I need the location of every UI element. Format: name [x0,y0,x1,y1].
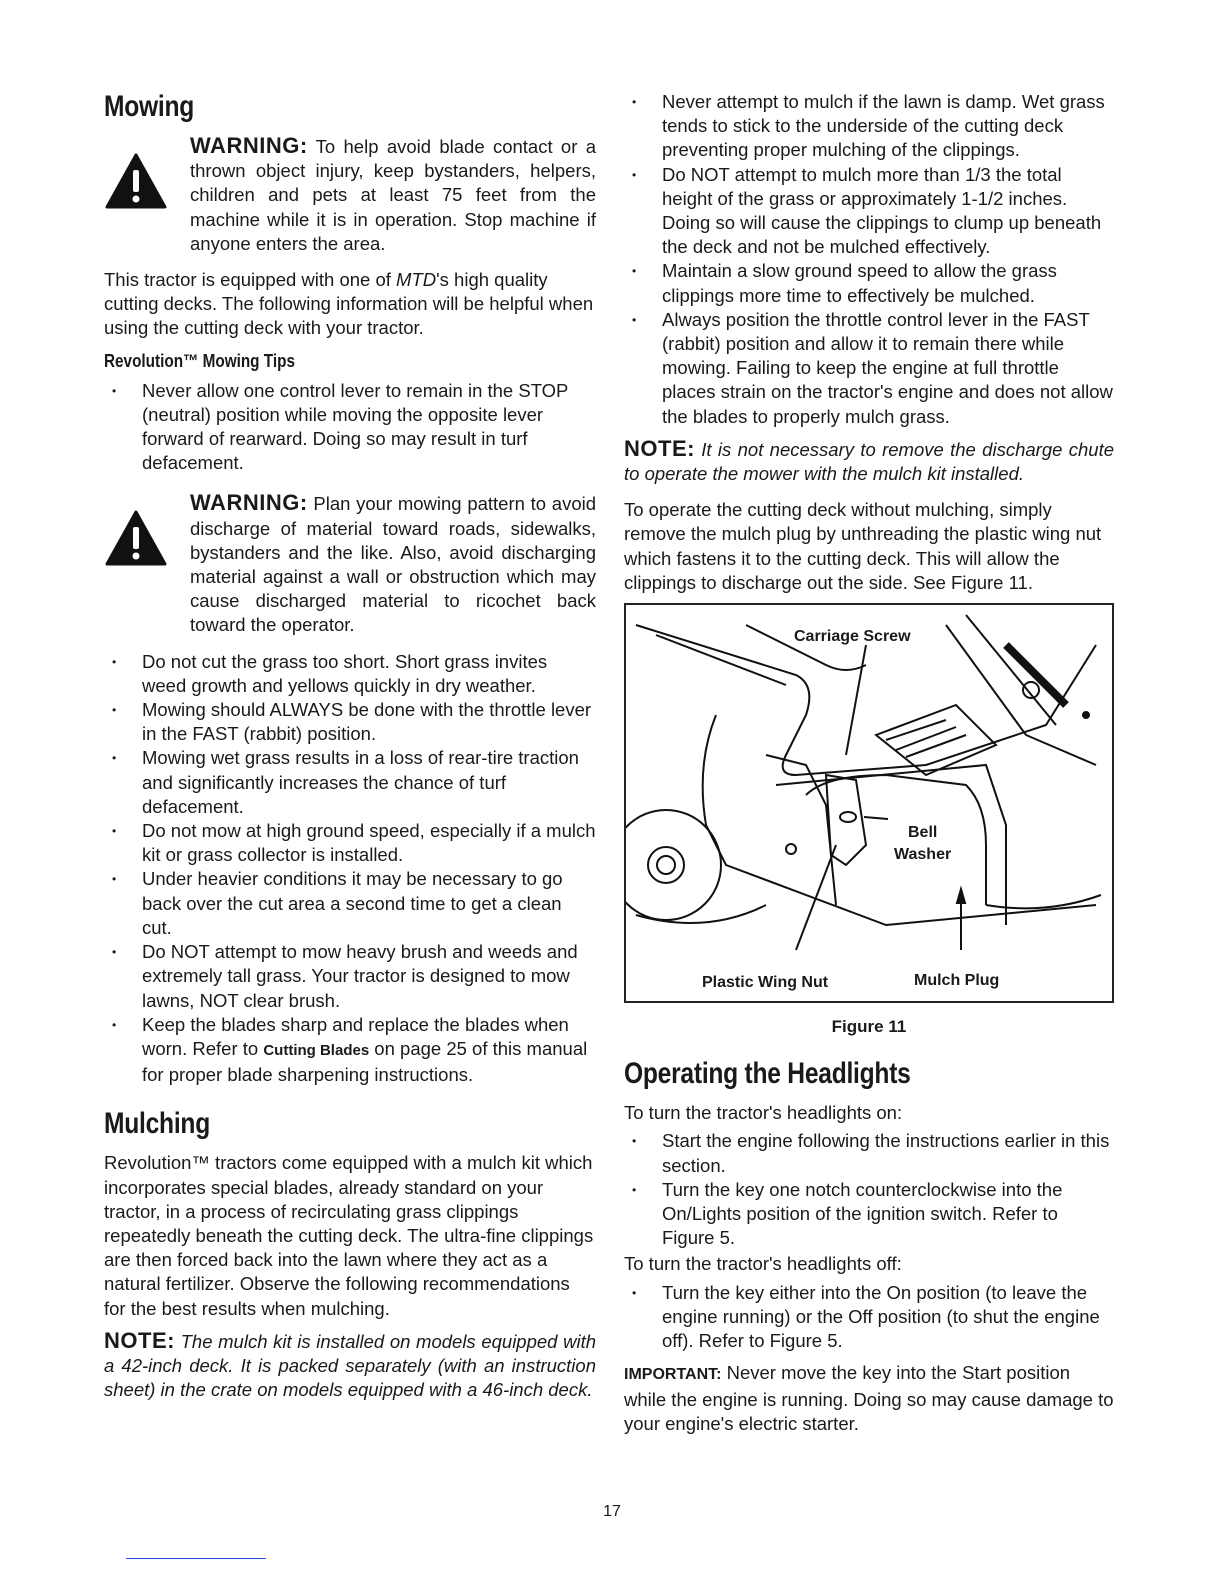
label-carriage-screw: Carriage Screw [794,628,911,646]
mowing-tips-list-1 [104,379,596,476]
important-text: Never move the key into the Start position while the engine is running. Doing so may cause damage to your engine's electric starter. [624,1362,1114,1434]
warning-label: WARNING: [190,133,308,158]
warning-block-discharge [104,491,596,637]
list-item: • Mowing wet grass results in a loss of rear-tire traction and significantly increases the chance of turf defacement. [104,746,596,819]
mowing-intro: This tractor is equipped with one of MTD's high quality cutting decks. The following information will be helpful when using the cutting deck with your tractor. [104,269,594,339]
list-item: • Do NOT attempt to mow heavy brush and weeds and extremely tall grass. Your tractor is designed to mow lawns, NOT clear brush. [104,940,596,1013]
list-item: • Turn the key one notch counterclockwise into the On/Lights position of the ignition switch. Refer to Figure 5. [624,1178,1114,1251]
mulch-plug-paragraph: To operate the cutting deck without mulching, simply remove the mulch plug by unthreading the plastic wing nut which fastens it to the cutting deck. This will allow the clippings to discharge out the side. See Figure 11. [624,499,1102,593]
label-plastic-wing-nut: Plastic Wing Nut [702,974,829,992]
label-bell: Bell [908,824,938,842]
label-mulch-plug: Mulch Plug [914,972,1000,990]
mulching-tips-list [624,90,1114,429]
important-notice [624,1361,1114,1436]
warning-triangle-icon [104,134,190,256]
list-item: • Mowing should ALWAYS be done with the throttle lever in the FAST (rabbit) position. [104,698,596,746]
list-item: • Do not cut the grass too short. Short grass invites weed growth and yellows quickly in dry weather. [104,650,596,698]
list-item: • Turn the key either into the On position (to leave the engine running) or the Off position (to shut the engine off). Refer to Figure 5. [624,1281,1114,1354]
page-number: 17 [603,1503,621,1520]
list-item: • Never allow one control lever to remain in the STOP (neutral) position while moving the opposite lever forward of rearward. Doing so may result in turf defacement. [104,379,596,476]
headlights-off-steps [624,1281,1114,1354]
headlights-on-intro: To turn the tractor's headlights on: [624,1102,903,1124]
headlights-off-intro: To turn the tractor's headlights off: [624,1253,902,1275]
mulching-paragraph: Revolution™ tractors come equipped with a mulch kit which incorporates special blades, already standard on your tractor, in a process of recirculating grass clippings repeatedly beneath the cutting deck. The ultra-fine clippings are then forced back into the lawn where they act as a natural fertilizer. Observe the following recommendations for the best results when mulching. [104,1152,594,1319]
headlights-heading: Operating the Headlights [624,1057,911,1091]
mulching-heading: Mulching [104,1107,210,1141]
figure-caption: Figure 11 [831,1017,907,1037]
warning-label: WARNING: [190,490,308,516]
footer-underline [126,1558,266,1559]
list-item: • Start the engine following the instructions earlier in this section. [624,1129,1114,1177]
headlights-on-steps [624,1129,1114,1250]
list-item: • Keep the blades sharp and replace the blades when worn. Refer to Cutting Blades on page 25 of this manual for proper blade sharpening instructions. [104,1013,596,1088]
list-item: • Always position the throttle control lever in the FAST (rabbit) position and allow it to remain there while mowing. Failing to keep the engine at full throttle places strain on the tractor's engine and does not allow the blades to properly mulch grass. [624,308,1114,429]
important-label: IMPORTANT: [624,1366,722,1384]
note-label: NOTE: [104,1327,175,1353]
label-washer: Washer [894,846,952,864]
mulching-note [104,1329,596,1403]
discharge-chute-note [624,437,1114,486]
figure-11-mulch-plug-diagram [624,603,1114,1003]
cutting-blades-reference: Cutting Blades [263,1041,370,1059]
list-item: • Maintain a slow ground speed to allow the grass clippings more time to effectively be mulched. [624,259,1114,307]
warning-text: Plan your mowing pattern to avoid discharge of material toward roads, sidewalks, bystanders and the like. Also, avoid discharging material against a wall or obstruction which may cause discharged material to ricochet back toward the operator. [190,493,597,636]
mowing-tips-heading: Revolution™ Mowing Tips [104,350,295,371]
mowing-heading: Mowing [104,90,195,123]
note-text: It is not necessary to remove the discharge chute to operate the mower with the mulch kit installed. [624,438,1114,485]
warning-block-blade-contact [104,134,596,256]
left-column [104,90,596,1414]
mower-deck-illustration [626,605,1112,1001]
list-item: • Under heavier conditions it may be necessary to go back over the cut area a second time to get a clean cut. [104,867,596,940]
mowing-tips-list-2 [104,650,596,1088]
list-item: • Never attempt to mulch if the lawn is damp. Wet grass tends to stick to the underside of the cutting deck preventing proper mulching of the clippings. [624,90,1114,163]
list-item: • Do NOT attempt to mulch more than 1/3 the total height of the grass or approximately 1-1/2 inches. Doing so will cause the clippings to clump up beneath the deck and not be mulched effectively. [624,163,1114,260]
list-item: • Do not mow at high ground speed, especially if a mulch kit or grass collector is installed. [104,819,596,867]
warning-triangle-icon [104,491,190,637]
note-text: The mulch kit is installed on models equipped with a 42-inch deck. It is packed separately (with an instruction sheet) in the crate on models equipped with a 46-inch deck. [104,1330,597,1401]
right-column [624,90,1114,1444]
note-label: NOTE: [624,435,695,461]
warning-text: To help avoid blade contact or a thrown object injury, keep bystanders, helpers, children and pets at least 75 feet from the machine while it is in operation. Stop machine if anyone enters the area. [190,136,596,254]
